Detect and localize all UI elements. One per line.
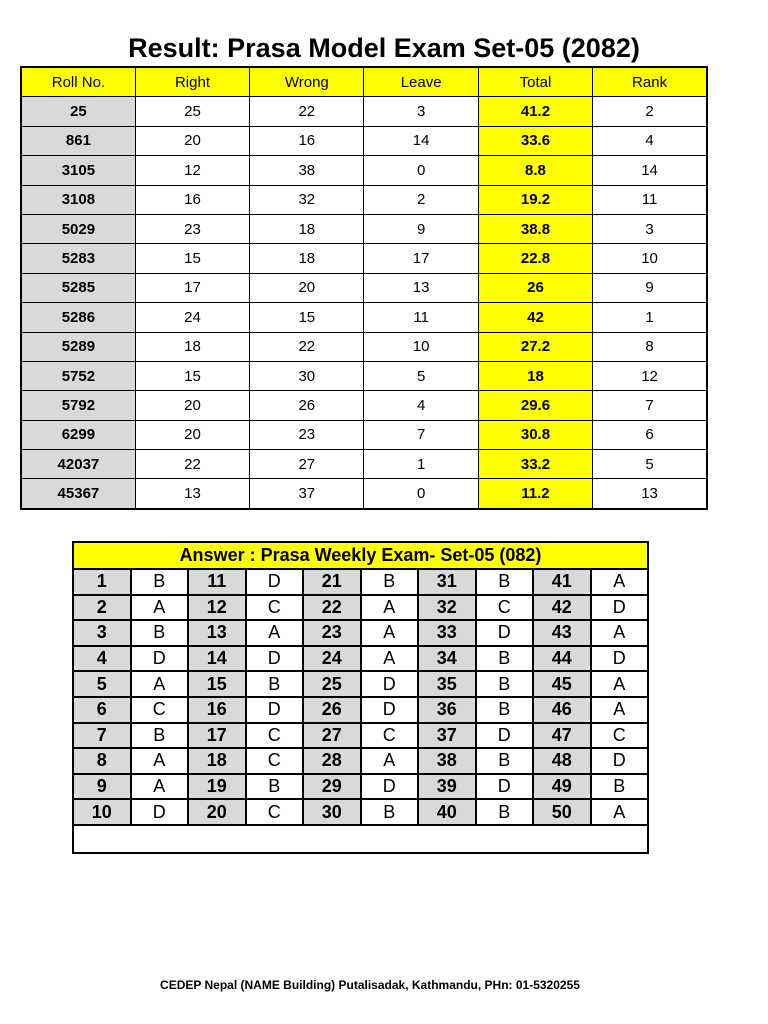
answer-option: A — [591, 697, 649, 723]
leave-cell: 3 — [364, 97, 478, 126]
footer-address: CEDEP Nepal (NAME Building) Putalisadak, Kathmandu, PHn: 01-5320255 — [160, 978, 580, 992]
question-number: 8 — [73, 748, 131, 774]
answer-option: D — [476, 723, 534, 749]
answer-option: B — [476, 671, 534, 697]
column-header: Leave — [364, 67, 478, 97]
answer-option: C — [246, 799, 304, 825]
wrong-cell: 16 — [250, 126, 364, 155]
column-header: Right — [135, 67, 249, 97]
wrong-cell: 18 — [250, 244, 364, 273]
answer-option: C — [476, 595, 534, 621]
question-number: 23 — [303, 620, 361, 646]
roll-cell: 5752 — [21, 361, 135, 390]
question-number: 49 — [533, 774, 591, 800]
rank-cell: 2 — [593, 97, 707, 126]
total-cell: 29.6 — [478, 391, 592, 420]
rank-cell: 3 — [593, 214, 707, 243]
answer-row — [73, 697, 648, 723]
answer-option: D — [131, 799, 189, 825]
answer-option: B — [476, 799, 534, 825]
question-number: 45 — [533, 671, 591, 697]
answer-option: D — [591, 595, 649, 621]
answer-option: C — [131, 697, 189, 723]
question-number: 35 — [418, 671, 476, 697]
answer-option: A — [131, 595, 189, 621]
answer-option: A — [591, 620, 649, 646]
answer-option: D — [361, 774, 419, 800]
roll-cell: 6299 — [21, 420, 135, 449]
roll-cell: 3105 — [21, 156, 135, 185]
question-number: 50 — [533, 799, 591, 825]
question-number: 44 — [533, 646, 591, 672]
answer-option: B — [476, 697, 534, 723]
leave-cell: 4 — [364, 391, 478, 420]
answer-option: B — [246, 671, 304, 697]
question-number: 5 — [73, 671, 131, 697]
question-number: 24 — [303, 646, 361, 672]
question-number: 6 — [73, 697, 131, 723]
question-number: 43 — [533, 620, 591, 646]
rank-cell: 9 — [593, 273, 707, 302]
right-cell: 17 — [135, 273, 249, 302]
blank-row — [73, 825, 648, 853]
answer-option: D — [246, 697, 304, 723]
roll-cell: 42037 — [21, 450, 135, 479]
roll-cell: 5286 — [21, 303, 135, 332]
column-header: Rank — [593, 67, 707, 97]
question-number: 28 — [303, 748, 361, 774]
wrong-cell: 32 — [250, 185, 364, 214]
table-row — [21, 244, 707, 273]
table-row — [21, 420, 707, 449]
answer-option: A — [361, 595, 419, 621]
leave-cell: 11 — [364, 303, 478, 332]
answer-option: B — [476, 646, 534, 672]
answer-option: B — [246, 774, 304, 800]
answer-option: D — [246, 646, 304, 672]
answer-option: A — [361, 646, 419, 672]
page-title: Result: Prasa Model Exam Set-05 (2082) — [128, 33, 640, 63]
results-body — [21, 97, 707, 509]
answer-option: B — [361, 799, 419, 825]
table-row — [21, 332, 707, 361]
roll-cell: 5289 — [21, 332, 135, 361]
question-number: 22 — [303, 595, 361, 621]
leave-cell: 5 — [364, 361, 478, 390]
column-header: Total — [478, 67, 592, 97]
answer-option: B — [131, 620, 189, 646]
total-cell: 38.8 — [478, 214, 592, 243]
question-number: 13 — [188, 620, 246, 646]
question-number: 12 — [188, 595, 246, 621]
leave-cell: 17 — [364, 244, 478, 273]
wrong-cell: 38 — [250, 156, 364, 185]
answer-row — [73, 620, 648, 646]
leave-cell: 10 — [364, 332, 478, 361]
roll-cell: 3108 — [21, 185, 135, 214]
question-number: 29 — [303, 774, 361, 800]
wrong-cell: 18 — [250, 214, 364, 243]
rank-cell: 6 — [593, 420, 707, 449]
leave-cell: 14 — [364, 126, 478, 155]
question-number: 46 — [533, 697, 591, 723]
answer-key-heading-row — [73, 542, 648, 569]
question-number: 10 — [73, 799, 131, 825]
wrong-cell: 23 — [250, 420, 364, 449]
question-number: 20 — [188, 799, 246, 825]
total-cell: 26 — [478, 273, 592, 302]
answer-option: C — [246, 595, 304, 621]
roll-cell: 5283 — [21, 244, 135, 273]
blank-cell — [73, 825, 648, 853]
right-cell: 20 — [135, 126, 249, 155]
answer-option: A — [361, 620, 419, 646]
total-cell: 33.6 — [478, 126, 592, 155]
answer-option: D — [361, 697, 419, 723]
right-cell: 13 — [135, 479, 249, 509]
wrong-cell: 15 — [250, 303, 364, 332]
answer-row — [73, 646, 648, 672]
table-row — [21, 97, 707, 126]
answer-row — [73, 774, 648, 800]
question-number: 27 — [303, 723, 361, 749]
question-number: 33 — [418, 620, 476, 646]
total-cell: 30.8 — [478, 420, 592, 449]
question-number: 7 — [73, 723, 131, 749]
leave-cell: 0 — [364, 156, 478, 185]
table-row — [21, 214, 707, 243]
question-number: 26 — [303, 697, 361, 723]
question-number: 11 — [188, 569, 246, 595]
total-cell: 22.8 — [478, 244, 592, 273]
column-header: Wrong — [250, 67, 364, 97]
answer-row — [73, 748, 648, 774]
answer-option: B — [476, 569, 534, 595]
question-number: 41 — [533, 569, 591, 595]
roll-cell: 45367 — [21, 479, 135, 509]
total-cell: 18 — [478, 361, 592, 390]
answer-option: D — [591, 748, 649, 774]
wrong-cell: 22 — [250, 332, 364, 361]
total-cell: 33.2 — [478, 450, 592, 479]
total-cell: 27.2 — [478, 332, 592, 361]
table-row — [21, 361, 707, 390]
rank-cell: 11 — [593, 185, 707, 214]
right-cell: 24 — [135, 303, 249, 332]
roll-cell: 5285 — [21, 273, 135, 302]
answer-option: B — [131, 569, 189, 595]
wrong-cell: 37 — [250, 479, 364, 509]
table-row — [21, 303, 707, 332]
right-cell: 16 — [135, 185, 249, 214]
question-number: 47 — [533, 723, 591, 749]
answer-row — [73, 671, 648, 697]
table-row — [21, 391, 707, 420]
rank-cell: 12 — [593, 361, 707, 390]
question-number: 21 — [303, 569, 361, 595]
question-number: 1 — [73, 569, 131, 595]
leave-cell: 13 — [364, 273, 478, 302]
question-number: 48 — [533, 748, 591, 774]
answer-row — [73, 595, 648, 621]
right-cell: 12 — [135, 156, 249, 185]
total-cell: 11.2 — [478, 479, 592, 509]
answer-option: B — [361, 569, 419, 595]
wrong-cell: 30 — [250, 361, 364, 390]
question-number: 37 — [418, 723, 476, 749]
leave-cell: 1 — [364, 450, 478, 479]
right-cell: 22 — [135, 450, 249, 479]
question-number: 32 — [418, 595, 476, 621]
wrong-cell: 26 — [250, 391, 364, 420]
table-row — [21, 479, 707, 509]
rank-cell: 1 — [593, 303, 707, 332]
right-cell: 20 — [135, 391, 249, 420]
answer-row — [73, 723, 648, 749]
answer-option: A — [591, 569, 649, 595]
rank-cell: 10 — [593, 244, 707, 273]
question-number: 15 — [188, 671, 246, 697]
answer-option: B — [476, 748, 534, 774]
table-row — [21, 450, 707, 479]
column-header: Roll No. — [21, 67, 135, 97]
table-row — [21, 156, 707, 185]
right-cell: 15 — [135, 361, 249, 390]
answer-option: C — [591, 723, 649, 749]
question-number: 42 — [533, 595, 591, 621]
question-number: 3 — [73, 620, 131, 646]
wrong-cell: 22 — [250, 97, 364, 126]
answer-row — [73, 569, 648, 595]
answer-option: D — [476, 620, 534, 646]
results-header-row — [21, 67, 707, 97]
roll-cell: 5029 — [21, 214, 135, 243]
results-table — [20, 66, 708, 510]
leave-cell: 2 — [364, 185, 478, 214]
question-number: 30 — [303, 799, 361, 825]
answer-option: C — [361, 723, 419, 749]
table-row — [21, 185, 707, 214]
question-number: 36 — [418, 697, 476, 723]
question-number: 4 — [73, 646, 131, 672]
question-number: 19 — [188, 774, 246, 800]
answer-option: C — [246, 723, 304, 749]
total-cell: 8.8 — [478, 156, 592, 185]
answer-option: D — [591, 646, 649, 672]
answer-option: A — [591, 671, 649, 697]
answer-option: D — [131, 646, 189, 672]
leave-cell: 7 — [364, 420, 478, 449]
right-cell: 23 — [135, 214, 249, 243]
roll-cell: 5792 — [21, 391, 135, 420]
question-number: 14 — [188, 646, 246, 672]
answer-option: A — [246, 620, 304, 646]
question-number: 25 — [303, 671, 361, 697]
question-number: 39 — [418, 774, 476, 800]
answer-option: A — [591, 799, 649, 825]
rank-cell: 14 — [593, 156, 707, 185]
answer-option: D — [361, 671, 419, 697]
question-number: 38 — [418, 748, 476, 774]
question-number: 16 — [188, 697, 246, 723]
right-cell: 20 — [135, 420, 249, 449]
rank-cell: 8 — [593, 332, 707, 361]
rank-cell: 5 — [593, 450, 707, 479]
answer-key-heading: Answer : Prasa Weekly Exam- Set-05 (082) — [73, 542, 648, 569]
answer-key-table — [72, 541, 649, 854]
answer-option: A — [131, 671, 189, 697]
total-cell: 19.2 — [478, 185, 592, 214]
question-number: 40 — [418, 799, 476, 825]
right-cell: 25 — [135, 97, 249, 126]
answer-option: A — [361, 748, 419, 774]
question-number: 18 — [188, 748, 246, 774]
answer-option: D — [246, 569, 304, 595]
answer-option: B — [131, 723, 189, 749]
answer-option: A — [131, 748, 189, 774]
total-cell: 41.2 — [478, 97, 592, 126]
right-cell: 18 — [135, 332, 249, 361]
roll-cell: 861 — [21, 126, 135, 155]
leave-cell: 9 — [364, 214, 478, 243]
answer-option: C — [246, 748, 304, 774]
answer-option: A — [131, 774, 189, 800]
right-cell: 15 — [135, 244, 249, 273]
question-number: 17 — [188, 723, 246, 749]
rank-cell: 13 — [593, 479, 707, 509]
rank-cell: 7 — [593, 391, 707, 420]
total-cell: 42 — [478, 303, 592, 332]
roll-cell: 25 — [21, 97, 135, 126]
question-number: 9 — [73, 774, 131, 800]
table-row — [21, 126, 707, 155]
rank-cell: 4 — [593, 126, 707, 155]
wrong-cell: 20 — [250, 273, 364, 302]
answer-row — [73, 799, 648, 825]
question-number: 2 — [73, 595, 131, 621]
answer-key-body — [73, 542, 648, 853]
wrong-cell: 27 — [250, 450, 364, 479]
leave-cell: 0 — [364, 479, 478, 509]
question-number: 31 — [418, 569, 476, 595]
answer-option: B — [591, 774, 649, 800]
question-number: 34 — [418, 646, 476, 672]
table-row — [21, 273, 707, 302]
answer-option: D — [476, 774, 534, 800]
